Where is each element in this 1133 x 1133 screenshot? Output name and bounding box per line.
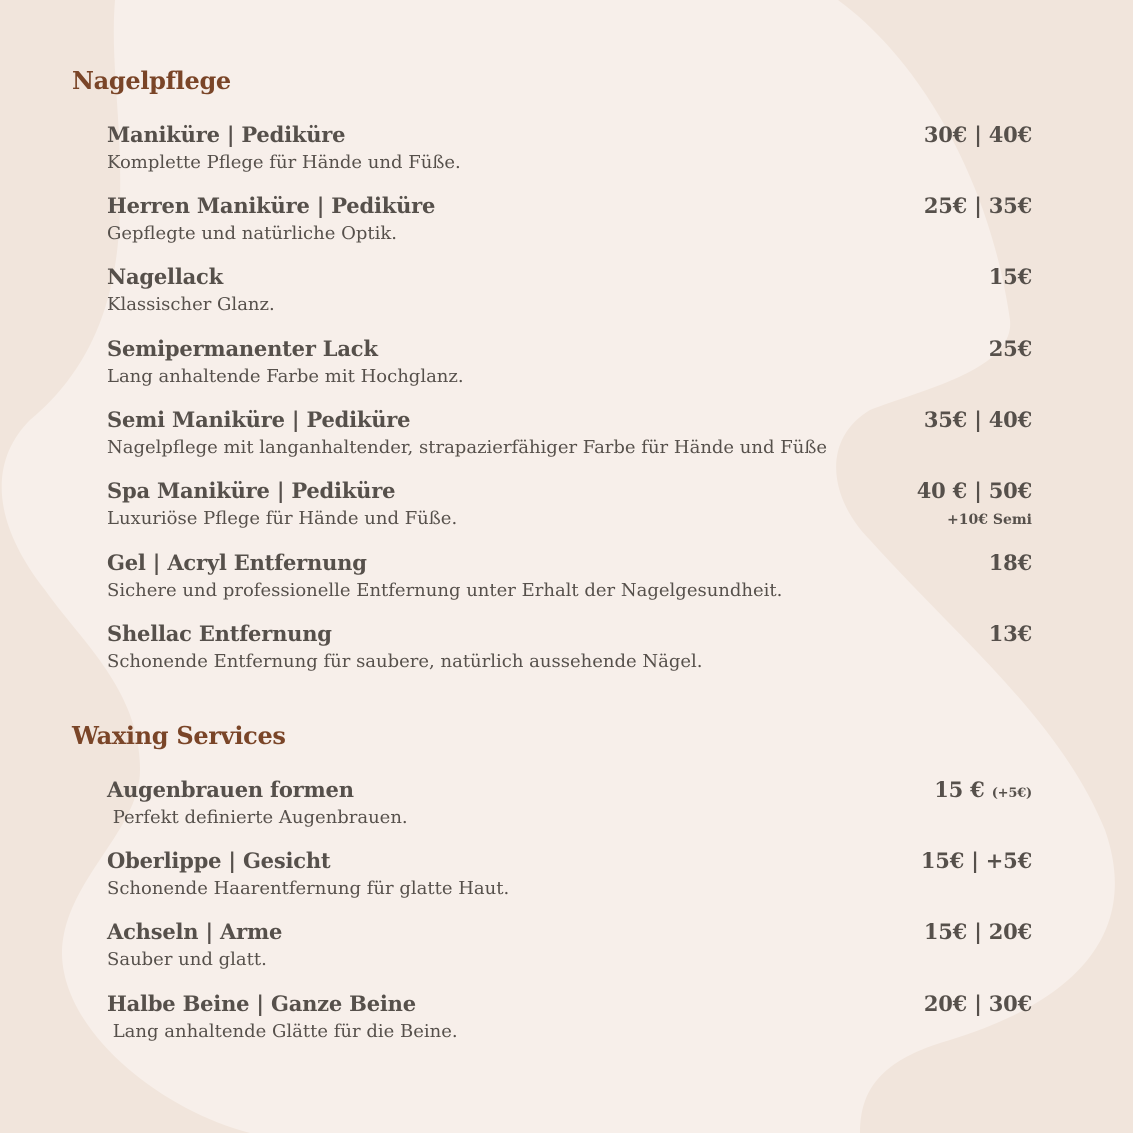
service-name: Semipermanenter Lack xyxy=(107,336,378,361)
service-price-addon: +10€ Semi xyxy=(947,512,1032,528)
service-description: Sichere und professionelle Entfernung unter Erhalt der Nagelgesundheit. xyxy=(107,580,783,601)
service-item xyxy=(107,264,1032,324)
service-item xyxy=(107,848,1032,908)
service-description: Komplette Pflege für Hände und Füße. xyxy=(107,152,461,173)
service-price xyxy=(934,777,1032,802)
service-price-note: (+5€) xyxy=(991,786,1032,801)
service-name: Herren Maniküre | Pediküre xyxy=(107,193,436,218)
service-name: Gel | Acryl Entfernung xyxy=(107,550,367,575)
service-description: Lang anhaltende Glätte für die Beine. xyxy=(107,1021,458,1042)
service-price: 40 € | 50€ xyxy=(916,478,1032,503)
service-name: Nagellack xyxy=(107,264,223,289)
service-price: 30€ | 40€ xyxy=(923,122,1032,147)
service-description: Sauber und glatt. xyxy=(107,949,267,970)
service-name: Shellac Entfernung xyxy=(107,621,332,646)
service-name: Achseln | Arme xyxy=(107,919,283,944)
service-item xyxy=(107,621,1032,681)
service-description: Luxuriöse Pflege für Hände und Füße. xyxy=(107,508,458,529)
service-description: Gepflegte und natürliche Optik. xyxy=(107,223,397,244)
service-description: Schonende Entfernung für saubere, natürlich aussehende Nägel. xyxy=(107,651,703,672)
service-name: Oberlippe | Gesicht xyxy=(107,848,331,873)
service-item xyxy=(107,122,1032,182)
service-price: 15€ xyxy=(988,264,1032,289)
service-name: Halbe Beine | Ganze Beine xyxy=(107,991,416,1016)
service-item xyxy=(107,777,1032,837)
service-item xyxy=(107,550,1032,610)
service-item xyxy=(107,919,1032,979)
service-name: Spa Maniküre | Pediküre xyxy=(107,478,396,503)
service-price: 15€ | +5€ xyxy=(920,848,1032,873)
service-item xyxy=(107,407,1032,467)
service-price: 35€ | 40€ xyxy=(923,407,1032,432)
service-name: Maniküre | Pediküre xyxy=(107,122,346,147)
service-item xyxy=(107,478,1032,538)
service-price: 13€ xyxy=(988,621,1032,646)
service-description: Lang anhaltende Farbe mit Hochglanz. xyxy=(107,366,464,387)
service-name: Augenbrauen formen xyxy=(107,777,354,802)
service-item xyxy=(107,193,1032,253)
service-description: Nagelpflege mit langanhaltender, strapazierfähiger Farbe für Hände und Füße xyxy=(107,437,827,458)
service-item xyxy=(107,336,1032,396)
service-price: 25€ | 35€ xyxy=(923,193,1032,218)
service-description: Klassischer Glanz. xyxy=(107,294,275,315)
service-price: 20€ | 30€ xyxy=(923,991,1032,1016)
service-price: 15€ | 20€ xyxy=(923,919,1032,944)
service-price: 18€ xyxy=(988,550,1032,575)
service-price: 25€ xyxy=(988,336,1032,361)
service-name: Semi Maniküre | Pediküre xyxy=(107,407,411,432)
section-title-nagelpflege: Nagelpflege xyxy=(72,66,231,95)
service-price-value: 15 € xyxy=(934,777,985,802)
service-item xyxy=(107,991,1032,1051)
section-title-waxing: Waxing Services xyxy=(72,721,286,750)
service-description: Schonende Haarentfernung für glatte Haut. xyxy=(107,878,510,899)
service-description: Perfekt definierte Augenbrauen. xyxy=(107,807,408,828)
